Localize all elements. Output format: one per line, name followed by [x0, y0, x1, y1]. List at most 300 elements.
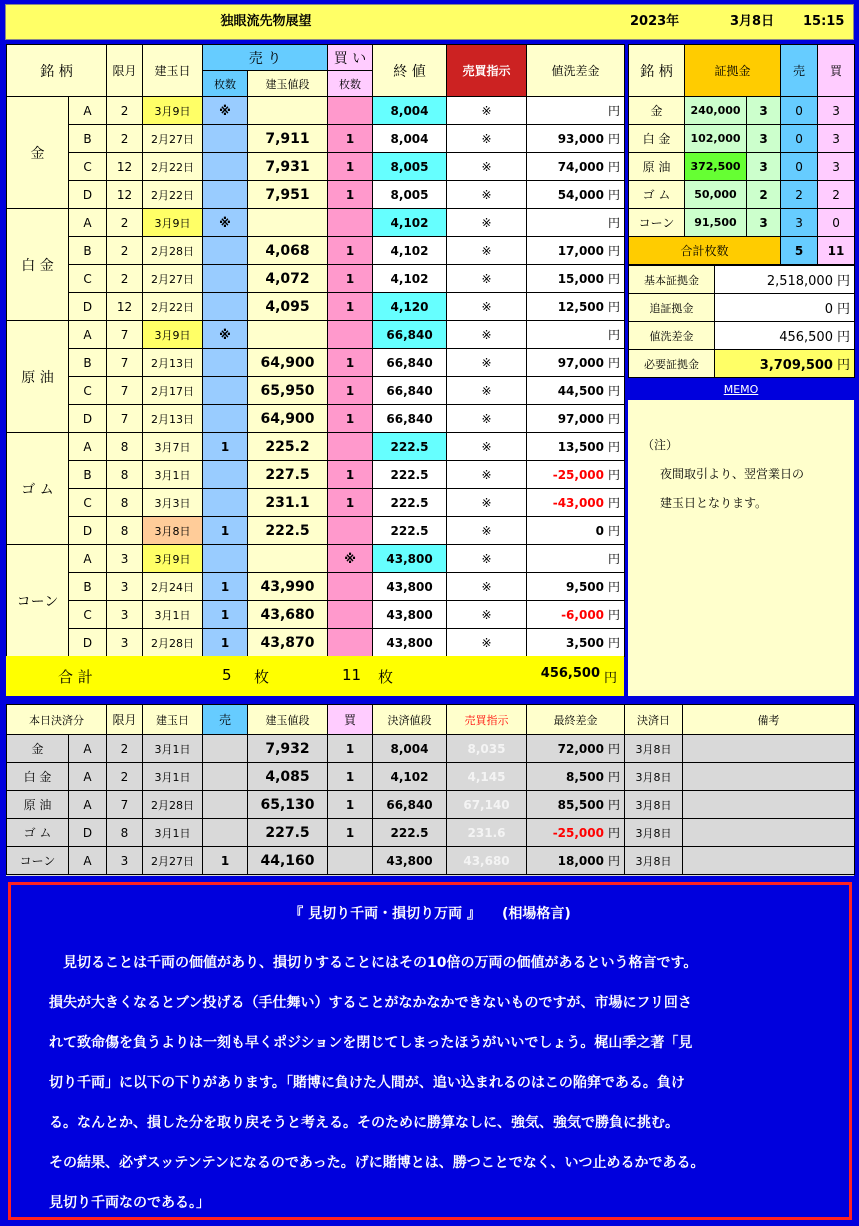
proverb-line: れて致命傷を負うよりは一刻も早くポジションを閉じてしまったほうがいいでしょう。梶山季之著「見 [49, 1035, 693, 1051]
proverb-title: 『 見切り千両・損切り万両 』 (相場格言) [289, 906, 571, 922]
position-sell-qty [203, 349, 248, 377]
position-buy-qty: 1 [328, 237, 373, 265]
col-uri: 売 り [203, 45, 328, 71]
yen-unit: 円 [608, 300, 621, 314]
settled-name: 白 金 [7, 763, 69, 791]
header-bar [5, 4, 854, 40]
position-buy-qty [328, 433, 373, 461]
total-buy-unit: 枚 [378, 668, 394, 686]
settled-col-9: 最終差金 [527, 705, 625, 735]
settled-final: 85,500 [557, 798, 604, 812]
position-instruction: ※ [447, 293, 527, 321]
position-close: 222.5 [373, 433, 447, 461]
position-limit: 8 [107, 489, 143, 517]
margin-sell: 0 [781, 125, 818, 153]
group-name: 白 金 [7, 209, 69, 321]
position-date: 2月13日 [143, 405, 203, 433]
position-price: 7,911 [248, 125, 328, 153]
position-sub: A [69, 209, 107, 237]
position-buy-qty: 1 [328, 153, 373, 181]
memo-note-title: （注） [642, 438, 679, 452]
position-sell-qty [203, 153, 248, 181]
settled-sell [203, 735, 248, 763]
settled-limit: 2 [107, 763, 143, 791]
yen-unit: 円 [836, 274, 850, 289]
yen-unit: 円 [836, 302, 850, 317]
position-diff [527, 629, 625, 657]
settled-instruction: 8,035 [447, 735, 527, 763]
position-price [248, 545, 328, 573]
yen-unit: 円 [836, 358, 850, 373]
position-diff [527, 209, 625, 237]
col-tategyoku-nedan: 建玉値段 [248, 71, 328, 97]
position-sub: A [69, 545, 107, 573]
position-limit: 7 [107, 405, 143, 433]
position-date: 2月28日 [143, 629, 203, 657]
margin-name: 金 [629, 97, 685, 125]
settled-limit: 3 [107, 847, 143, 875]
position-diff [527, 517, 625, 545]
yen-unit: 円 [607, 770, 620, 784]
position-row [7, 489, 625, 517]
position-close: 8,005 [373, 153, 447, 181]
margin-count-sell: 5 [781, 237, 818, 265]
proverb-box [8, 882, 852, 1220]
position-diff-value: 93,000 [557, 132, 605, 146]
settled-remarks [683, 791, 855, 819]
position-date: 2月22日 [143, 153, 203, 181]
settled-instruction: 231.6 [447, 819, 527, 847]
col-kai: 買 い [328, 45, 373, 71]
yen-unit: 円 [608, 160, 621, 174]
position-instruction: ※ [447, 601, 527, 629]
margin-count: 3 [747, 97, 781, 125]
yen-unit: 円 [608, 412, 621, 426]
position-buy-qty: 1 [328, 377, 373, 405]
position-row [7, 293, 625, 321]
yen-unit: 円 [607, 742, 620, 756]
margin-sell: 3 [781, 209, 818, 237]
yen-unit: 円 [607, 826, 620, 840]
proverb-line: その結果、必ずスッテンテンになるのであった。げに賭博とは、勝つことでなく、いつ止めるかである。 [49, 1155, 705, 1171]
position-row [7, 405, 625, 433]
total-diff: 456,500 [540, 666, 600, 681]
position-date: 2月13日 [143, 349, 203, 377]
summary-value-cell [715, 350, 855, 378]
position-row [7, 573, 625, 601]
position-sell-qty [203, 125, 248, 153]
position-diff [527, 377, 625, 405]
position-diff [527, 265, 625, 293]
margin-name: 原 油 [629, 153, 685, 181]
settled-row [7, 819, 855, 847]
position-price: 227.5 [248, 461, 328, 489]
col-gengetsu: 限月 [107, 45, 143, 97]
settled-sell [203, 819, 248, 847]
position-date: 3月3日 [143, 489, 203, 517]
position-date: 3月8日 [143, 517, 203, 545]
position-row [7, 265, 625, 293]
summary-label: 値洗差金 [629, 322, 715, 350]
position-buy-qty [328, 629, 373, 657]
position-sell-qty [203, 405, 248, 433]
col-tategyokubi: 建玉日 [143, 45, 203, 97]
settled-final-cell [527, 847, 625, 875]
position-limit: 8 [107, 461, 143, 489]
settled-panel [6, 704, 854, 876]
yen-unit: 円 [607, 798, 620, 812]
memo-panel [628, 378, 854, 696]
position-diff [527, 237, 625, 265]
position-diff-value: 17,000 [557, 244, 605, 258]
yen-unit: 円 [608, 440, 621, 454]
summary-value-cell [715, 322, 855, 350]
settled-price: 227.5 [248, 819, 328, 847]
margin-amount: 50,000 [685, 181, 747, 209]
position-instruction: ※ [447, 265, 527, 293]
settled-col-7: 決済値段 [373, 705, 447, 735]
settled-sell: 1 [203, 847, 248, 875]
margin-col-kai: 買 [818, 45, 855, 97]
position-price: 64,900 [248, 349, 328, 377]
position-sub: D [69, 517, 107, 545]
position-diff-value: 97,000 [557, 412, 605, 426]
settled-buy [328, 847, 373, 875]
position-sub: C [69, 153, 107, 181]
position-close: 43,800 [373, 629, 447, 657]
position-row [7, 97, 625, 125]
settled-date: 3月1日 [143, 763, 203, 791]
position-instruction: ※ [447, 349, 527, 377]
position-price: 225.2 [248, 433, 328, 461]
position-price: 7,951 [248, 181, 328, 209]
settled-buy: 1 [328, 791, 373, 819]
position-date: 3月7日 [143, 433, 203, 461]
settled-date: 3月1日 [143, 735, 203, 763]
position-date: 2月22日 [143, 181, 203, 209]
position-sub: B [69, 125, 107, 153]
total-sell: 5 [222, 666, 232, 684]
position-diff [527, 349, 625, 377]
settled-settle-price: 43,800 [373, 847, 447, 875]
settled-settle-date: 3月8日 [625, 819, 683, 847]
position-diff [527, 125, 625, 153]
position-sub: D [69, 181, 107, 209]
totals-bar [6, 656, 624, 696]
position-close: 43,800 [373, 573, 447, 601]
position-date: 2月22日 [143, 293, 203, 321]
position-instruction: ※ [447, 489, 527, 517]
summary-value: 2,518,000 [766, 274, 833, 289]
settled-date: 2月27日 [143, 847, 203, 875]
margin-summary-row [629, 266, 855, 294]
position-date: 2月27日 [143, 125, 203, 153]
settled-buy: 1 [328, 819, 373, 847]
position-sell-qty: ※ [203, 97, 248, 125]
position-instruction: ※ [447, 517, 527, 545]
position-limit: 7 [107, 377, 143, 405]
position-row [7, 125, 625, 153]
position-sub: C [69, 377, 107, 405]
position-close: 4,120 [373, 293, 447, 321]
yen-unit: 円 [608, 272, 621, 286]
settled-col-8: 売買指示 [447, 705, 527, 735]
position-close: 4,102 [373, 237, 447, 265]
position-date: 3月1日 [143, 461, 203, 489]
position-diff-value: 97,000 [557, 356, 605, 370]
position-price: 4,095 [248, 293, 328, 321]
position-close: 4,102 [373, 265, 447, 293]
position-buy-qty [328, 601, 373, 629]
yen-unit: 円 [608, 608, 621, 622]
position-diff [527, 461, 625, 489]
position-buy-qty [328, 321, 373, 349]
position-diff [527, 153, 625, 181]
position-row [7, 461, 625, 489]
settled-date: 2月28日 [143, 791, 203, 819]
margin-buy: 3 [818, 153, 855, 181]
position-buy-qty: 1 [328, 181, 373, 209]
position-diff-value: -6,000 [561, 608, 605, 622]
settled-col-6: 買 [328, 705, 373, 735]
position-limit: 2 [107, 237, 143, 265]
position-close: 8,004 [373, 97, 447, 125]
position-price [248, 97, 328, 125]
settled-name: ゴ ム [7, 819, 69, 847]
position-diff-value: 3,500 [566, 636, 605, 650]
position-row [7, 629, 625, 657]
position-sell-qty: ※ [203, 209, 248, 237]
position-date: 3月1日 [143, 601, 203, 629]
summary-value-cell [715, 294, 855, 322]
summary-value-cell [715, 266, 855, 294]
position-price: 4,072 [248, 265, 328, 293]
position-row [7, 321, 625, 349]
position-instruction: ※ [447, 125, 527, 153]
margin-panel [628, 44, 854, 376]
settled-instruction: 67,140 [447, 791, 527, 819]
position-row [7, 209, 625, 237]
memo-link[interactable]: MEMO [723, 383, 759, 396]
position-price: 64,900 [248, 405, 328, 433]
settled-name: 原 油 [7, 791, 69, 819]
position-diff-value: 54,000 [557, 188, 605, 202]
position-sell-qty [203, 265, 248, 293]
settled-sub: A [69, 791, 107, 819]
settled-row [7, 847, 855, 875]
positions-table [6, 44, 625, 657]
position-buy-qty: ※ [328, 545, 373, 573]
settled-sub: A [69, 763, 107, 791]
settled-price: 4,085 [248, 763, 328, 791]
header-time: 15:15 [803, 14, 845, 29]
yen-unit: 円 [608, 636, 621, 650]
col-buy-maisu: 枚数 [328, 71, 373, 97]
position-instruction: ※ [447, 377, 527, 405]
position-instruction: ※ [447, 209, 527, 237]
position-date: 3月9日 [143, 97, 203, 125]
position-limit: 12 [107, 293, 143, 321]
position-price [248, 209, 328, 237]
position-instruction: ※ [447, 433, 527, 461]
margin-sell: 2 [781, 181, 818, 209]
settled-sub: A [69, 735, 107, 763]
position-close: 8,005 [373, 181, 447, 209]
settled-settle-price: 66,840 [373, 791, 447, 819]
yen-unit: 円 [608, 552, 621, 566]
margin-col-meigara: 銘 柄 [629, 45, 685, 97]
settled-final-cell [527, 819, 625, 847]
position-sub: B [69, 349, 107, 377]
position-limit: 2 [107, 209, 143, 237]
position-sub: D [69, 405, 107, 433]
settled-final-cell [527, 735, 625, 763]
settled-buy: 1 [328, 735, 373, 763]
position-instruction: ※ [447, 321, 527, 349]
position-diff [527, 489, 625, 517]
position-sub: A [69, 321, 107, 349]
position-close: 222.5 [373, 461, 447, 489]
position-price: 4,068 [248, 237, 328, 265]
group-name: ゴ ム [7, 433, 69, 545]
margin-buy: 2 [818, 181, 855, 209]
settled-sell [203, 763, 248, 791]
settled-final-cell [527, 791, 625, 819]
summary-value: 456,500 [779, 330, 833, 345]
settled-col-1: 本日決済分 [7, 705, 107, 735]
position-limit: 2 [107, 265, 143, 293]
margin-amount: 240,000 [685, 97, 747, 125]
position-close: 222.5 [373, 489, 447, 517]
settled-instruction: 4,145 [447, 763, 527, 791]
position-diff [527, 433, 625, 461]
yen-unit: 円 [608, 328, 621, 342]
col-neara-sakin: 値洗差金 [527, 45, 625, 97]
position-sell-qty: 1 [203, 629, 248, 657]
position-diff [527, 601, 625, 629]
position-limit: 8 [107, 433, 143, 461]
position-limit: 3 [107, 573, 143, 601]
margin-name: 白 金 [629, 125, 685, 153]
settled-limit: 7 [107, 791, 143, 819]
position-price: 43,870 [248, 629, 328, 657]
position-diff [527, 293, 625, 321]
position-sub: B [69, 237, 107, 265]
summary-label: 追証拠金 [629, 294, 715, 322]
position-date: 2月17日 [143, 377, 203, 405]
position-date: 3月9日 [143, 545, 203, 573]
position-sub: A [69, 433, 107, 461]
margin-count: 2 [747, 181, 781, 209]
settled-row [7, 791, 855, 819]
position-diff [527, 97, 625, 125]
position-close: 66,840 [373, 377, 447, 405]
position-buy-qty: 1 [328, 405, 373, 433]
proverb-body [49, 943, 839, 1223]
position-diff-value: 15,000 [557, 272, 605, 286]
margin-summary-row [629, 322, 855, 350]
settled-price: 44,160 [248, 847, 328, 875]
position-sub: D [69, 629, 107, 657]
proverb-line: 見切り千両なのである。」 [49, 1195, 210, 1211]
position-close: 66,840 [373, 321, 447, 349]
settled-sub: D [69, 819, 107, 847]
position-sell-qty [203, 237, 248, 265]
position-price: 222.5 [248, 517, 328, 545]
margin-count: 3 [747, 125, 781, 153]
margin-amount: 102,000 [685, 125, 747, 153]
margin-count-row [629, 237, 855, 265]
settled-settle-price: 8,004 [373, 735, 447, 763]
margin-name: コーン [629, 209, 685, 237]
position-row [7, 601, 625, 629]
position-price: 43,990 [248, 573, 328, 601]
position-sub: B [69, 573, 107, 601]
yen-unit: 円 [608, 524, 621, 538]
margin-name: ゴ ム [629, 181, 685, 209]
settled-settle-date: 3月8日 [625, 763, 683, 791]
position-sell-qty [203, 489, 248, 517]
margin-count-buy: 11 [818, 237, 855, 265]
proverb-line: る。なんとか、損した分を取り戻そうと考える。そのために勝算なしに、強気、強気で勝負に挑む。 [49, 1115, 679, 1131]
position-diff [527, 573, 625, 601]
settled-remarks [683, 763, 855, 791]
position-sub: B [69, 461, 107, 489]
margin-row [629, 181, 855, 209]
margin-buy: 0 [818, 209, 855, 237]
position-sell-qty: 1 [203, 573, 248, 601]
settled-final: -25,000 [552, 826, 604, 840]
position-buy-qty: 1 [328, 349, 373, 377]
margin-count: 3 [747, 209, 781, 237]
yen-unit: 円 [608, 468, 621, 482]
settled-settle-price: 4,102 [373, 763, 447, 791]
page-title: 独眼流先物展望 [220, 14, 312, 29]
margin-count-label: 合計枚数 [629, 237, 781, 265]
col-baibai-shiji: 売買指示 [447, 45, 527, 97]
margin-sell: 0 [781, 97, 818, 125]
position-row [7, 181, 625, 209]
settled-col-11: 備考 [683, 705, 855, 735]
yen-unit: 円 [607, 854, 620, 868]
col-sell-maisu: 枚数 [203, 71, 248, 97]
position-date: 2月28日 [143, 237, 203, 265]
position-diff-value: 9,500 [566, 580, 605, 594]
memo-note-line1: 夜間取引より、翌営業日の [660, 467, 805, 481]
yen-unit: 円 [836, 330, 850, 345]
positions-panel [6, 44, 624, 696]
position-limit: 2 [107, 97, 143, 125]
position-instruction: ※ [447, 405, 527, 433]
settled-col-5: 建玉値段 [248, 705, 328, 735]
position-date: 3月9日 [143, 321, 203, 349]
margin-sell: 0 [781, 153, 818, 181]
settled-col-3: 建玉日 [143, 705, 203, 735]
memo-header [628, 378, 854, 400]
yen-unit: 円 [608, 356, 621, 370]
position-instruction: ※ [447, 153, 527, 181]
settled-remarks [683, 819, 855, 847]
position-diff [527, 321, 625, 349]
position-sell-qty [203, 377, 248, 405]
position-close: 4,102 [373, 209, 447, 237]
position-limit: 7 [107, 321, 143, 349]
margin-summary-row [629, 350, 855, 378]
header-year: 2023年 [630, 14, 680, 29]
position-diff [527, 545, 625, 573]
position-diff-value: -25,000 [552, 468, 605, 482]
position-sell-qty: 1 [203, 601, 248, 629]
